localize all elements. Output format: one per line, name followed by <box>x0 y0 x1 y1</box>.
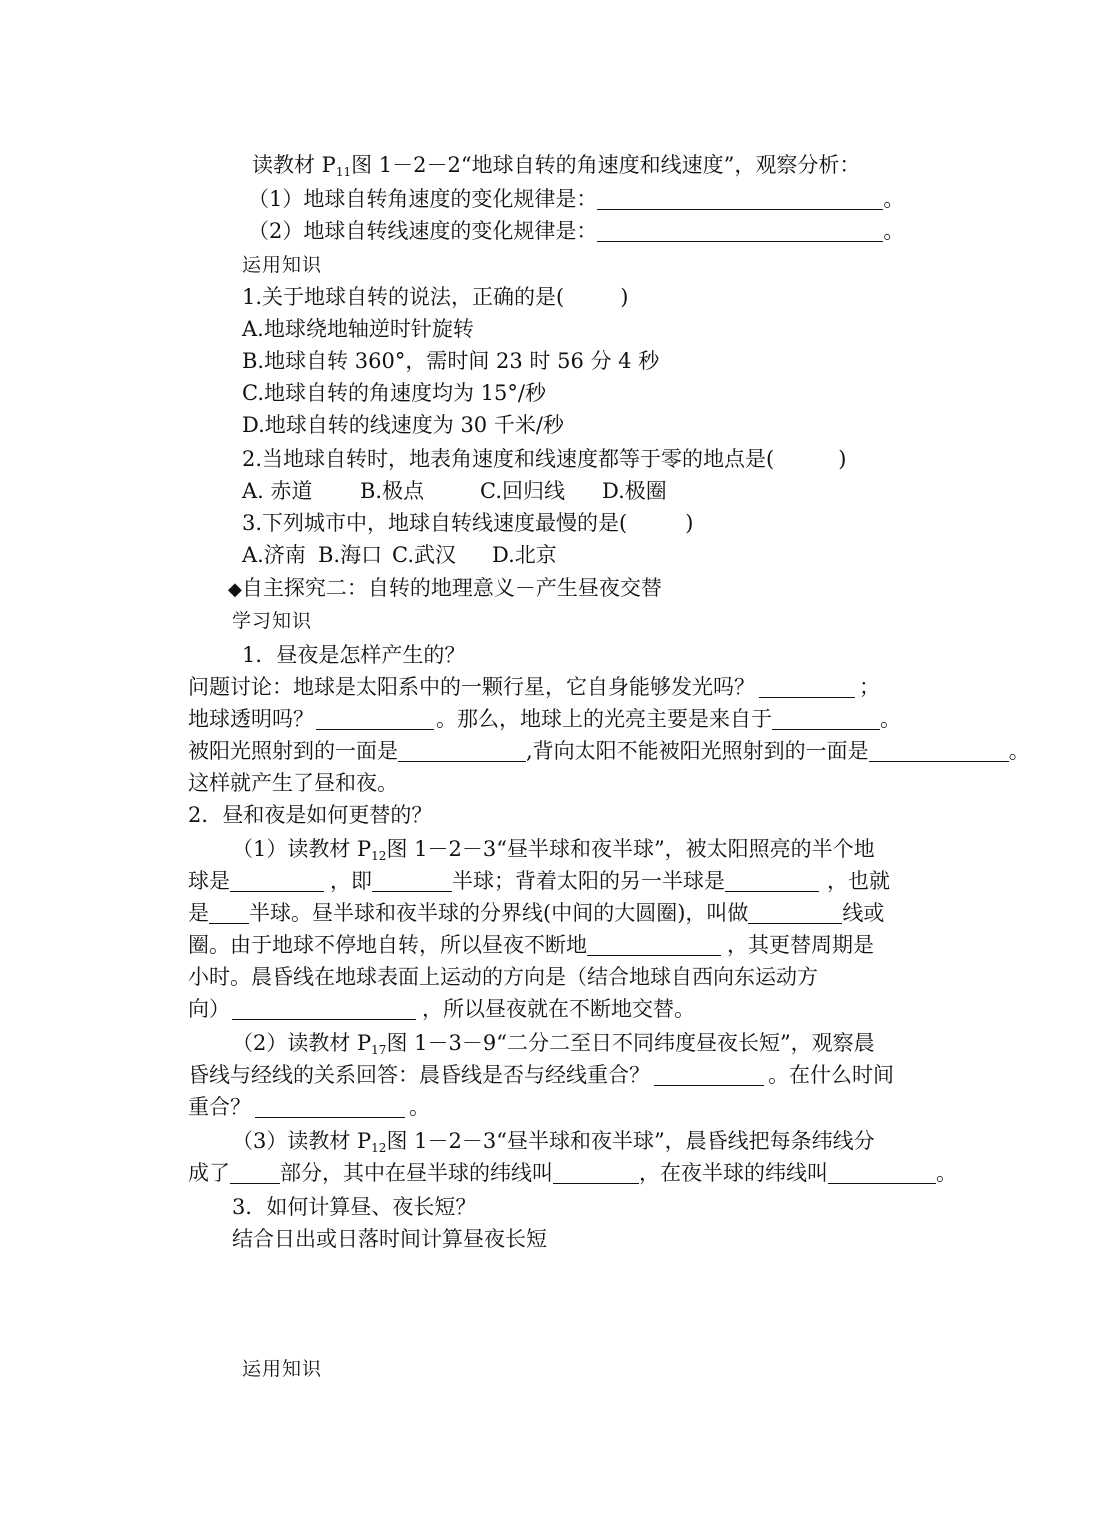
para1-line-2: 球是 ，即 半球；背着太阳的另一半球是 ，也就 <box>188 869 890 893</box>
mcq2-option-b[interactable]: B.极点 <box>360 479 425 503</box>
mcq1-option-d[interactable]: D.地球自转的线速度为 30 千米/秒 <box>242 413 564 437</box>
apply-knowledge-heading: 运用知识 <box>242 254 323 276</box>
answer-blank[interactable] <box>627 512 685 534</box>
question3-text: 结合日出或日落时间计算昼夜长短 <box>232 1227 547 1251</box>
linear-question: （2）地球自转线速度的变化规律是： 。 <box>248 219 905 243</box>
answer-blank[interactable] <box>597 187 883 210</box>
answer-blank[interactable] <box>209 901 249 924</box>
question2-title: 2．昼和夜是如何更替的？ <box>188 803 433 827</box>
para1-line-4: 圈。由于地球不停地自转，所以昼夜不断地 ，其更替周期是 <box>188 933 874 957</box>
mcq3-option-d[interactable]: D.北京 <box>492 543 557 567</box>
answer-blank[interactable] <box>398 739 526 762</box>
mcq2-option-a[interactable]: A. 赤道 <box>242 479 313 503</box>
mcq3-stem: 3.下列城市中，地球自转线速度最慢的是( ) <box>242 511 694 535</box>
discussion-line-2: 地球透明吗？ 。那么，地球上的光亮主要是来自于 。 <box>188 707 901 731</box>
para3-line-1: （3）读教材 $P_{12}$图 1－2－3“昼半球和夜半球”，晨昏线把每条纬线分 <box>232 1129 875 1155</box>
para2-line-3: 重合？ 。 <box>188 1095 430 1119</box>
answer-blank[interactable] <box>869 739 1009 762</box>
mcq2-option-c[interactable]: C.回归线 <box>480 479 565 503</box>
para3-line-2: 成了 部分，其中在昼半球的纬线叫 ，在夜半球的纬线叫 。 <box>188 1161 957 1185</box>
para2-line-1: （2）读教材 $P_{17}$图 1－3－9“二分二至日不同纬度昼夜长短”，观察晨 <box>232 1031 875 1057</box>
para1-line-6: 向） ，所以昼夜就在不断地交替。 <box>188 997 695 1021</box>
para2-line-2: 昏线与经线的关系回答：晨昏线是否与经线重合？ 。在什么时间 <box>188 1063 894 1087</box>
answer-blank[interactable] <box>372 869 452 892</box>
mcq2-stem: 2.当地球自转时，地表角速度和线速度都等于零的地点是( ) <box>242 447 847 471</box>
answer-blank[interactable] <box>255 1095 405 1118</box>
mcq1-option-b[interactable]: B.地球自转 360°，需时间 23 时 56 分 4 秒 <box>242 349 660 373</box>
answer-blank[interactable] <box>553 1161 639 1184</box>
answer-blank[interactable] <box>759 675 855 698</box>
discussion-line-3: 被阳光照射到的一面是 ,背向太阳不能被阳光照射到的一面是 。 <box>188 739 1030 763</box>
angular-question: （1）地球自转角速度的变化规律是： 。 <box>248 187 905 211</box>
mcq3-option-b[interactable]: B.海口 <box>318 543 383 567</box>
answer-blank[interactable] <box>316 707 434 730</box>
mcq1-option-c[interactable]: C.地球自转的角速度均为 15°/秒 <box>242 381 546 405</box>
mcq1-stem: 1.关于地球自转的说法，正确的是( ) <box>242 285 629 309</box>
answer-blank[interactable] <box>725 869 819 892</box>
discussion-line-1: 问题讨论：地球是太阳系中的一颗行星，它自身能够发光吗？ ； <box>188 675 880 699</box>
mcq1-option-a[interactable]: A.地球绕地轴逆时针旋转 <box>242 317 474 341</box>
para1-line-1: （1）读教材 $P_{12}$图 1－2－3“昼半球和夜半球”，被太阳照亮的半个地 <box>232 837 875 863</box>
answer-blank[interactable] <box>230 1161 280 1184</box>
discussion-line-4: 这样就产生了昼和夜。 <box>188 771 398 795</box>
answer-blank[interactable] <box>232 997 416 1020</box>
answer-blank[interactable] <box>774 448 838 470</box>
answer-blank[interactable] <box>587 933 721 956</box>
answer-blank[interactable] <box>564 286 620 308</box>
answer-blank[interactable] <box>654 1063 764 1086</box>
para1-line-5: 小时。晨昏线在地球表面上运动的方向是（结合地球自西向东运动方 <box>188 965 818 989</box>
para1-line-3: 是 半球。昼半球和夜半球的分界线(中间的大圆圈)，叫做 线或 <box>188 901 885 925</box>
question1-title: 1．昼夜是怎样产生的？ <box>242 643 466 667</box>
answer-blank[interactable] <box>597 219 883 242</box>
mcq2-options <box>242 476 667 506</box>
question3-title: 3．如何计算昼、夜长短？ <box>232 1195 477 1219</box>
apply-knowledge-heading-2: 运用知识 <box>242 1358 323 1380</box>
read-p11-line: 读教材 $P_{11}$图 1－2－2“地球自转的角速度和线速度”，观察分析： <box>252 153 861 179</box>
mcq3-option-c[interactable]: C.武汉 <box>392 543 456 567</box>
learn-knowledge-heading: 学习知识 <box>232 610 313 632</box>
answer-blank[interactable] <box>772 707 880 730</box>
diamond-icon: ◆ <box>228 579 242 600</box>
mcq2-option-d[interactable]: D.极圈 <box>602 479 667 503</box>
answer-blank[interactable] <box>828 1161 936 1184</box>
section2-title: ◆自主探究二：自转的地理意义－产生昼夜交替 <box>228 576 662 600</box>
mcq3-options <box>242 540 557 570</box>
mcq3-option-a[interactable]: A.济南 <box>242 543 306 567</box>
answer-blank[interactable] <box>748 901 842 924</box>
answer-blank[interactable] <box>230 869 324 892</box>
